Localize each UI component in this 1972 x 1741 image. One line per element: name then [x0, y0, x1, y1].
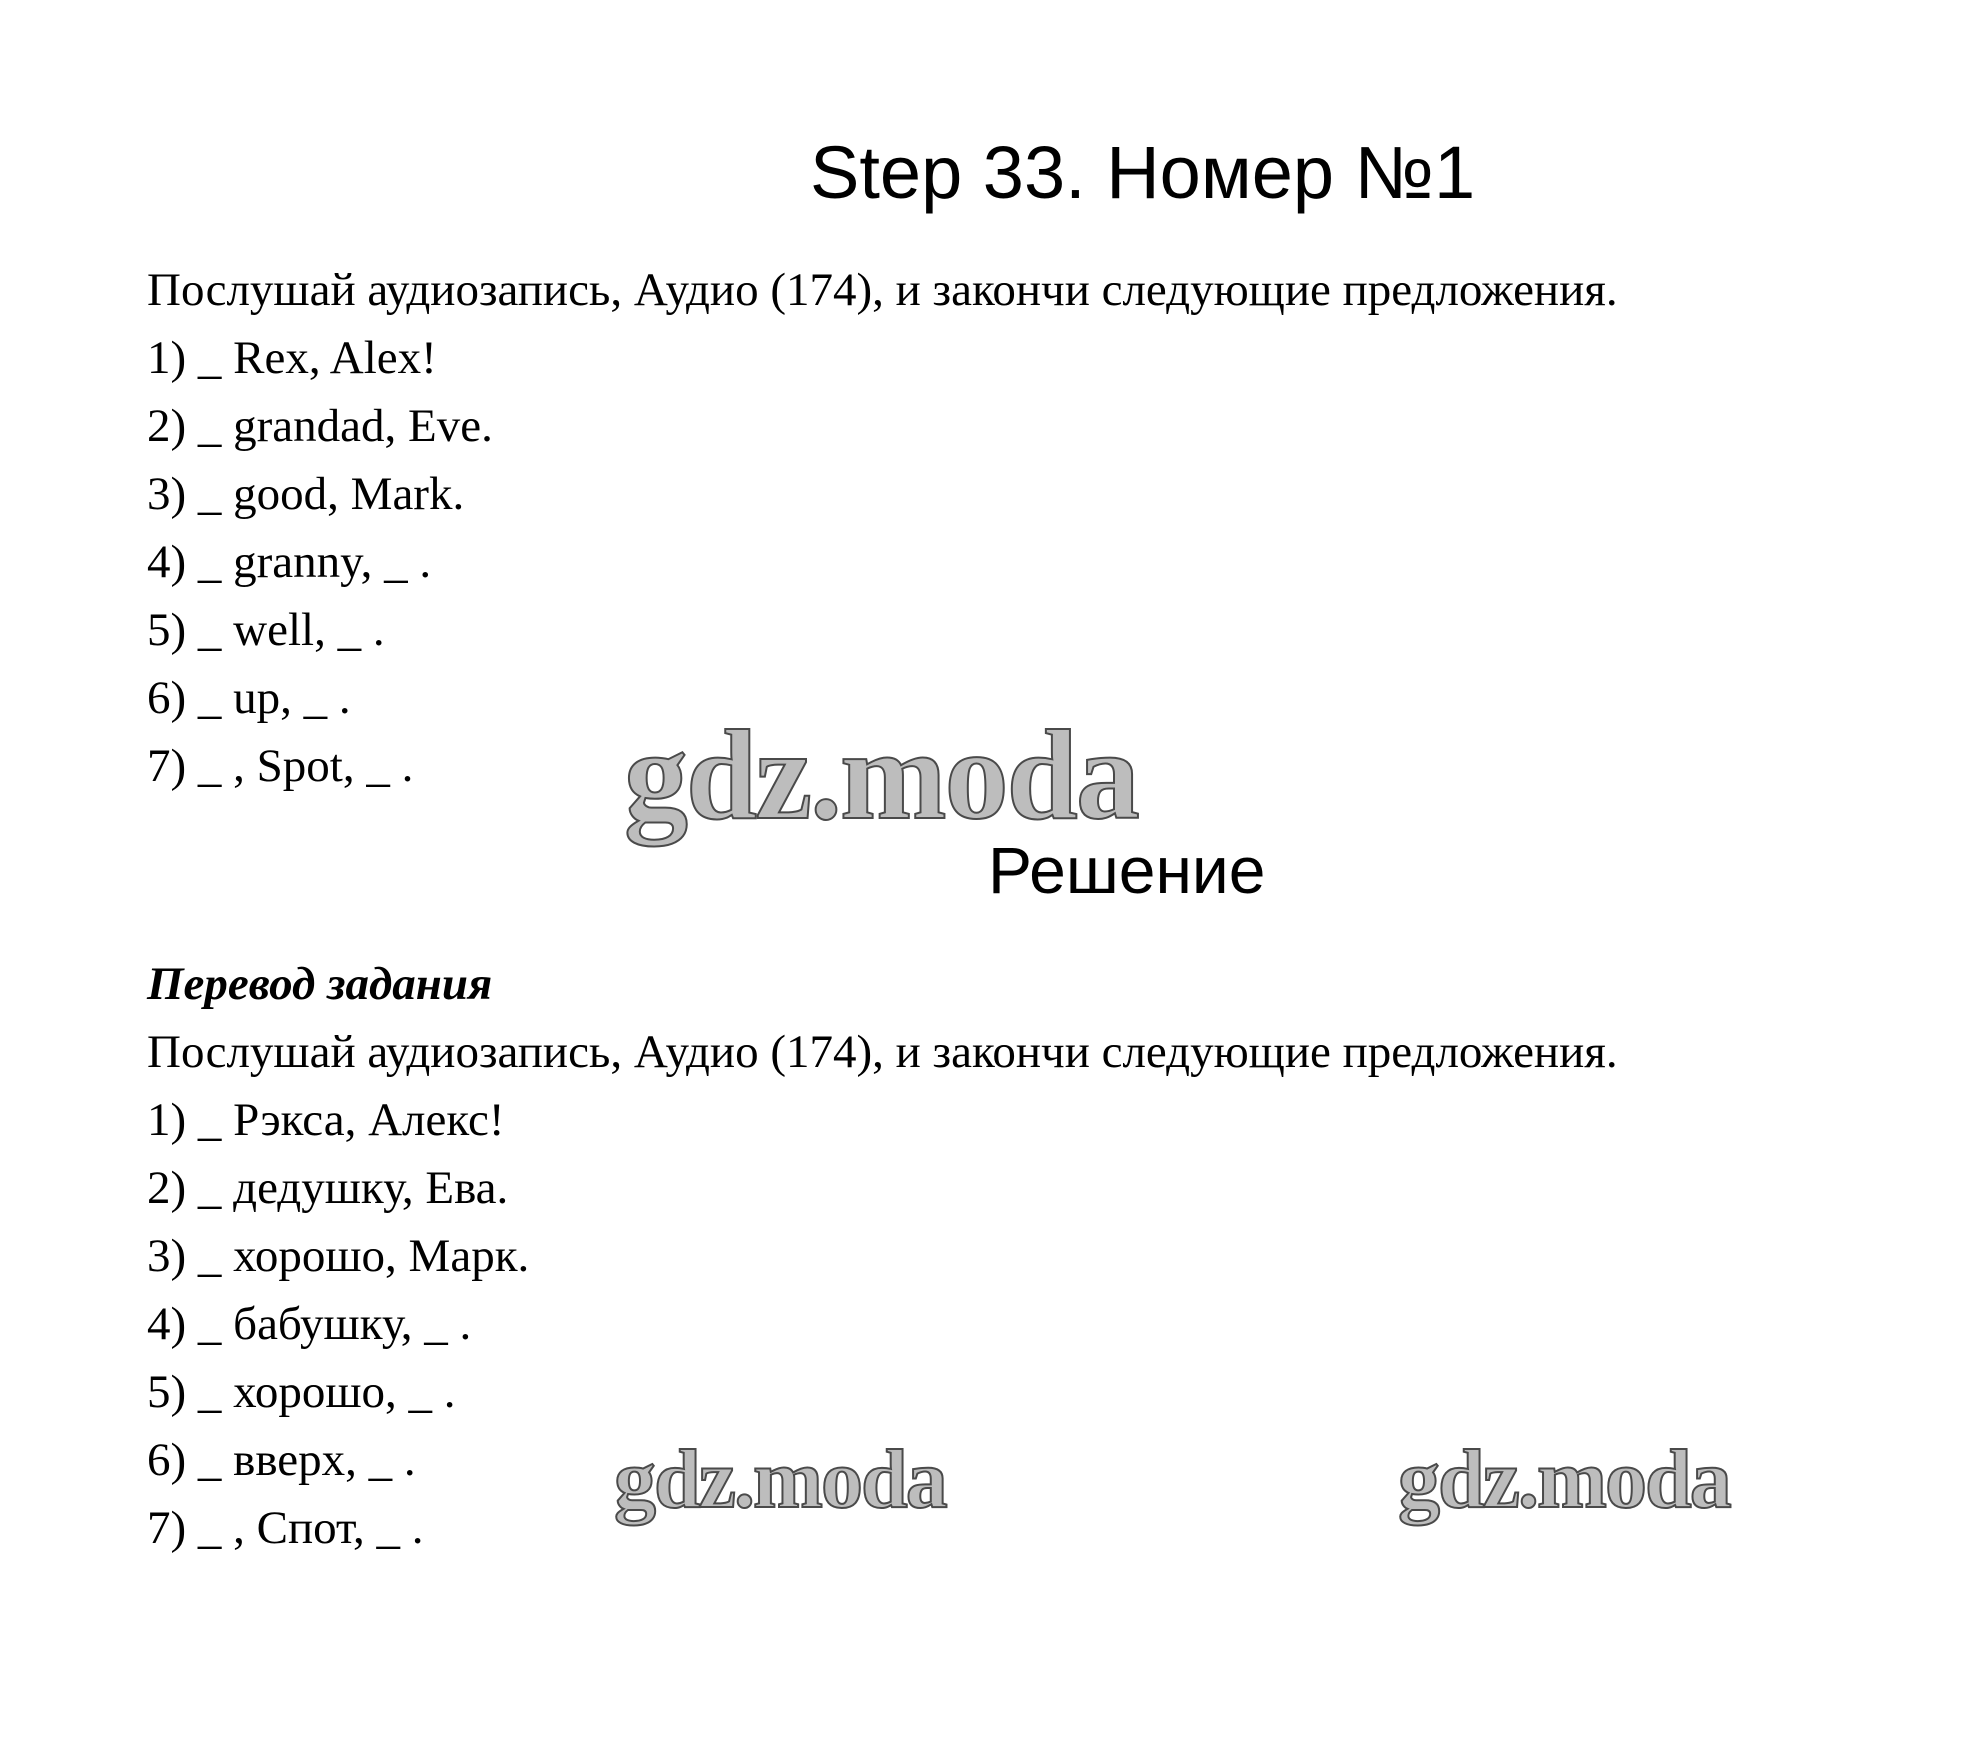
task-item: 4) _ granny, _ .	[147, 536, 432, 588]
watermark: gdz.moda	[624, 704, 1138, 846]
translation-item: 5) _ хорошо, _ .	[147, 1366, 456, 1418]
translation-heading: Перевод задания	[147, 958, 493, 1010]
task-item: 2) _ grandad, Eve.	[147, 400, 493, 452]
translation-item: 7) _ , Спот, _ .	[147, 1502, 424, 1554]
page-title: Step 33. Номер №1	[810, 131, 1476, 214]
translation-item: 1) _ Рэкса, Алекс!	[147, 1094, 505, 1146]
task-item: 7) _ , Spot, _ .	[147, 740, 414, 792]
translation-item: 3) _ хорошо, Марк.	[147, 1230, 530, 1282]
translation-instruction: Послушай аудиозапись, Аудио (174), и закончи следующие предложения.	[147, 1026, 1618, 1078]
solution-heading: Решение	[988, 833, 1266, 907]
task-item: 5) _ well, _ .	[147, 604, 385, 656]
task-item: 3) _ good, Mark.	[147, 468, 465, 520]
task-item: 6) _ up, _ .	[147, 672, 351, 724]
watermark: gdz.moda	[1398, 1433, 1730, 1526]
task-instruction: Послушай аудиозапись, Аудио (174), и закончи следующие предложения.	[147, 264, 1618, 316]
watermark: gdz.moda	[614, 1433, 946, 1526]
task-item: 1) _ Rex, Alex!	[147, 332, 437, 384]
translation-item: 6) _ вверх, _ .	[147, 1434, 416, 1486]
translation-item: 4) _ бабушку, _ .	[147, 1298, 472, 1350]
translation-item: 2) _ дедушку, Ева.	[147, 1162, 509, 1214]
